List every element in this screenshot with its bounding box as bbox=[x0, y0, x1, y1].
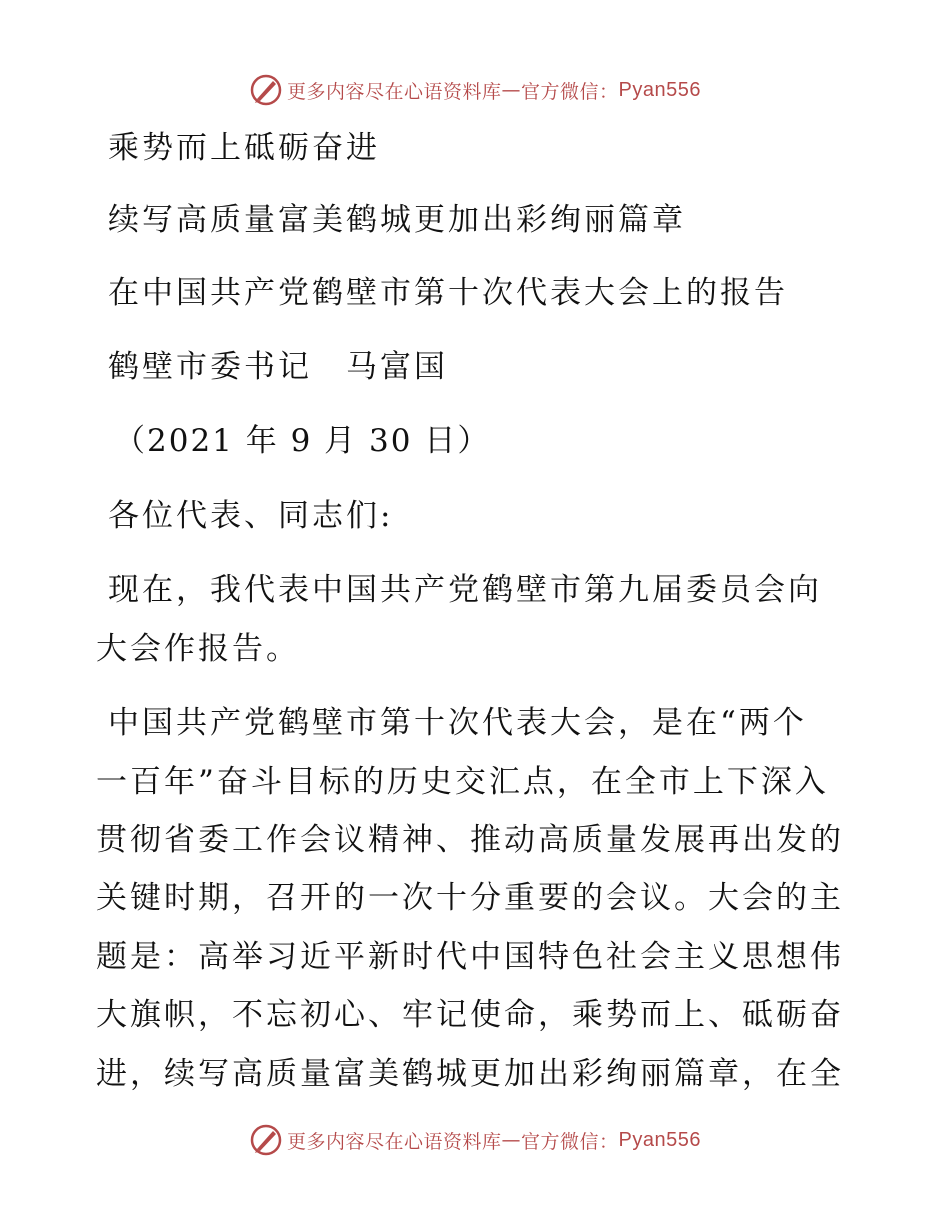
para2-line: 进，续写高质量富美鹤城更加出彩绚丽篇章，在全 bbox=[96, 1056, 844, 1092]
para1-line: 大会作报告。 bbox=[96, 631, 300, 667]
watermark-wechat-id: Pyan556 bbox=[618, 1128, 701, 1151]
watermark-banner-top bbox=[0, 70, 950, 110]
watermark-official: 官方微信： bbox=[521, 80, 619, 103]
watermark-official: 官方微信： bbox=[521, 1130, 619, 1153]
document-author: 鹤壁市委书记 马富国 bbox=[108, 349, 448, 385]
watermark-main-text: 更多内容尽在心语资料库 bbox=[287, 1130, 502, 1153]
document-date: （2021 年 9 月 30 日） bbox=[114, 423, 491, 459]
document-title: 乘势而上砥砺奋进 bbox=[108, 130, 380, 166]
para2-line: 中国共产党鹤壁市第十次代表大会，是在“两个 bbox=[108, 705, 807, 741]
watermark-dash: — bbox=[501, 1129, 522, 1151]
quill-pen-circle-icon bbox=[249, 1123, 283, 1157]
document-subtitle: 续写高质量富美鹤城更加出彩绚丽篇章 bbox=[108, 202, 686, 238]
para2-line: 贯彻省委工作会议精神、推动高质量发展再出发的 bbox=[96, 822, 844, 858]
document-salutation: 各位代表、同志们: bbox=[108, 498, 394, 534]
watermark-wechat-id: Pyan556 bbox=[618, 78, 701, 101]
para1-line: 现在，我代表中国共产党鹤壁市第九届委员会向 bbox=[108, 572, 822, 608]
watermark-dash: — bbox=[501, 79, 522, 101]
document-occasion: 在中国共产党鹤壁市第十次代表大会上的报告 bbox=[108, 275, 788, 311]
para2-line: 关键时期，召开的一次十分重要的会议。大会的主 bbox=[96, 880, 844, 916]
watermark-banner-bottom bbox=[0, 1120, 950, 1160]
para2-line: 题是：高举习近平新时代中国特色社会主义思想伟 bbox=[96, 939, 844, 975]
watermark-main-text: 更多内容尽在心语资料库 bbox=[287, 80, 502, 103]
para2-line: 一百年”奋斗目标的历史交汇点，在全市上下深入 bbox=[96, 764, 829, 800]
quill-pen-circle-icon bbox=[249, 73, 283, 107]
para2-line: 大旗帜，不忘初心、牢记使命，乘势而上、砥砺奋 bbox=[96, 997, 844, 1033]
